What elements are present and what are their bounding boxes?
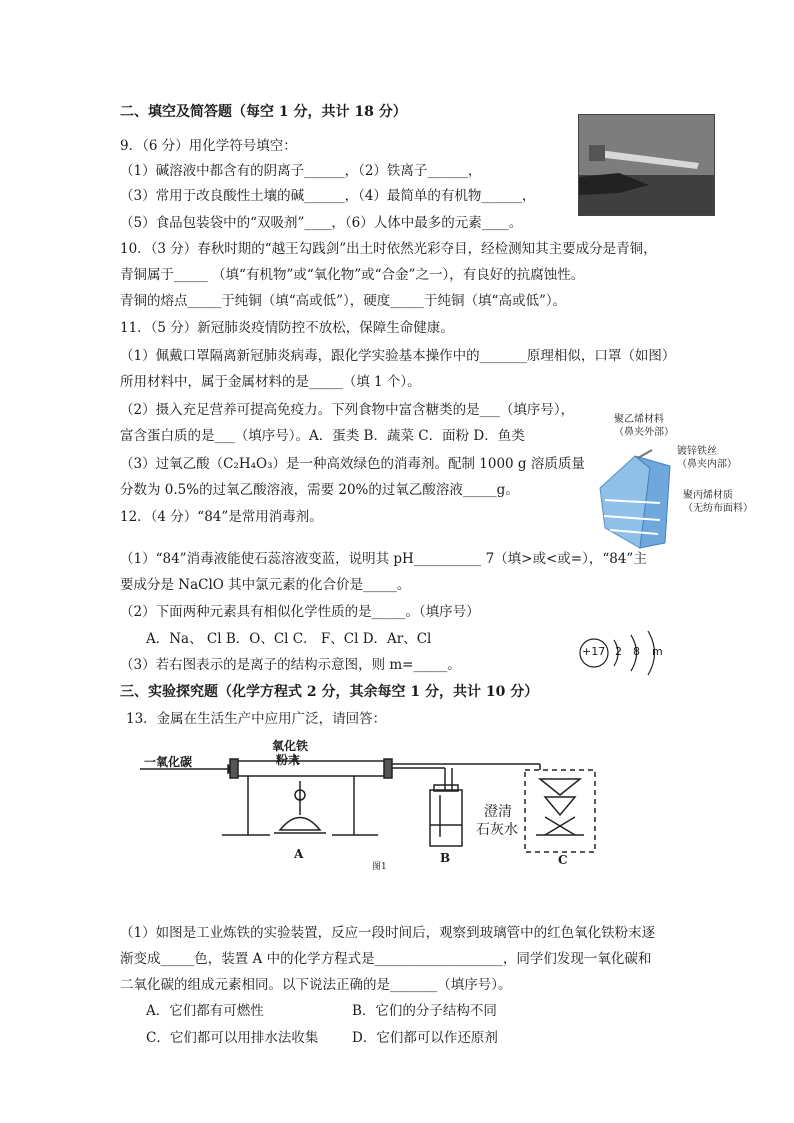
q13-line-2: 渐变成_____色，装置 A 中的化学方程式是___________________，同学们发现一氧化碳和: [120, 951, 652, 967]
ion-shell-3: m: [652, 645, 663, 658]
q10-line-3: 青铜的熔点_____于纯铜（填“高或低”），硬度_____于纯铜（填“高或低”）。: [120, 293, 567, 309]
ion-shell-2: 8: [633, 645, 640, 658]
q12-stem: 12．（4 分）“84”是常用消毒剂。: [120, 509, 323, 525]
q9-stem: 9．（6 分）用化学符号填空：: [120, 138, 297, 154]
mask-label-c1: 聚丙烯材质: [683, 490, 733, 501]
q11-line-5: （3）过氧乙酸（C₂H₄O₃）是一种高效绿色的消毒剂。配制 1000 g 溶质质量: [120, 456, 585, 472]
ion-structure-diagram: [576, 628, 686, 678]
mask-label-b2: （鼻夹内部）: [677, 459, 737, 470]
q11-line-4: 富含蛋白质的是___（填序号）。A．蛋类 B．蔬菜 C．面粉 D．鱼类: [120, 428, 525, 444]
q12-line-5: （3）若右图表示的是离子的结构示意图，则 m=_____。: [120, 657, 461, 673]
mask-label-a2: （鼻夹外部）: [614, 427, 674, 438]
q9-line-3: （5）食品包装袋中的“双吸剂”____，（6）人体中最多的元素____。: [120, 215, 523, 231]
q10-line-1: 10．（3 分）春秋时期的“越王勾践剑”出土时依然光彩夺目，经检测知其主要成分是青铜，: [120, 241, 657, 257]
ion-shell-1: 2: [615, 645, 622, 658]
q12-line-1: （1）“84”消毒液能使石蕊溶液变蓝，说明其 pH__________ 7（填>或<或=），“84”主: [120, 551, 647, 567]
q12-options: A．Na、 Cl B．O、Cl C． F、Cl D．Ar、Cl: [146, 631, 432, 647]
q11-stem: 11．（5 分）新冠肺炎疫情防控不放松，保障生命健康。: [120, 320, 454, 336]
q11-line-1: （1）佩戴口罩隔离新冠肺炎病毒，跟化学实验基本操作中的_______原理相似，口罩（如图）: [120, 348, 676, 364]
label-fe2o3-2: 粉末: [276, 753, 301, 767]
q11-line-6: 分数为 0.5%的过氧乙酸溶液，需要 20%的过氧乙酸溶液_____g。: [120, 482, 519, 498]
figure-caption: 图1: [372, 862, 387, 872]
q12-line-2: 要成分是 NaClO 其中氯元素的化合价是_____。: [120, 577, 411, 593]
sword-photo: [578, 114, 715, 216]
label-A: A: [294, 847, 304, 861]
section-2-title: 二、填空及简答题（每空 1 分，共计 18 分）: [120, 104, 407, 120]
sword-image: [579, 115, 714, 215]
iron-smelting-apparatus: [140, 735, 640, 875]
q13-option-d: D．它们都可以作还原剂: [352, 1030, 498, 1046]
label-lime-2: 石灰水: [476, 822, 518, 838]
q13-line-1: （1）如图是工业炼铁的实验装置，反应一段时间后，观察到玻璃管中的红色氧化铁粉末逐: [120, 925, 656, 941]
label-C: C: [558, 853, 568, 867]
q13-stem: 13．金属在生活生产中应用广泛，请回答：: [126, 711, 387, 727]
label-B: B: [440, 851, 451, 865]
q9-line-1: （1）碱溶液中都含有的阴离子______，（2）铁离子______，: [120, 163, 482, 179]
q13-line-3: 二氧化碳的组成元素相同。以下说法正确的是_______（填序号）。: [120, 977, 512, 993]
label-co: 一氧化碳: [144, 755, 193, 769]
q10-line-2: 青铜属于_____ （填“有机物”或“氧化物”或“合金”之一），有良好的抗腐蚀性。: [120, 267, 585, 283]
q13-option-a: A．它们都有可燃性: [146, 1003, 264, 1019]
ion-nucleus: +17: [582, 645, 606, 658]
q13-option-b: B．它们的分子结构不同: [352, 1003, 497, 1019]
q11-line-2: 所用材料中，属于金属材料的是_____（填 1 个）。: [120, 374, 421, 390]
q13-option-c: C．它们都可以用排水法收集: [146, 1030, 319, 1046]
label-fe2o3-1: 氧化铁: [272, 739, 309, 753]
mask-label-b1: 镀锌铁丝: [677, 446, 717, 457]
mask-label-c2: （无纺布面料）: [683, 503, 753, 514]
label-lime-1: 澄清: [484, 804, 512, 820]
q12-line-3: （2）下面两种元素具有相似化学性质的是_____。（填序号）: [120, 604, 480, 620]
mask-label-a1: 聚乙烯材料: [614, 414, 664, 425]
q9-line-2: （3）常用于改良酸性土壤的碱______，（4）最简单的有机物______，: [120, 188, 536, 204]
section-3-title: 三、实验探究题（化学方程式 2 分，其余每空 1 分，共计 10 分）: [120, 684, 539, 700]
q11-line-3: （2）摄入充足营养可提高免疫力。下列食物中富含糖类的是___（填序号），: [120, 402, 575, 418]
